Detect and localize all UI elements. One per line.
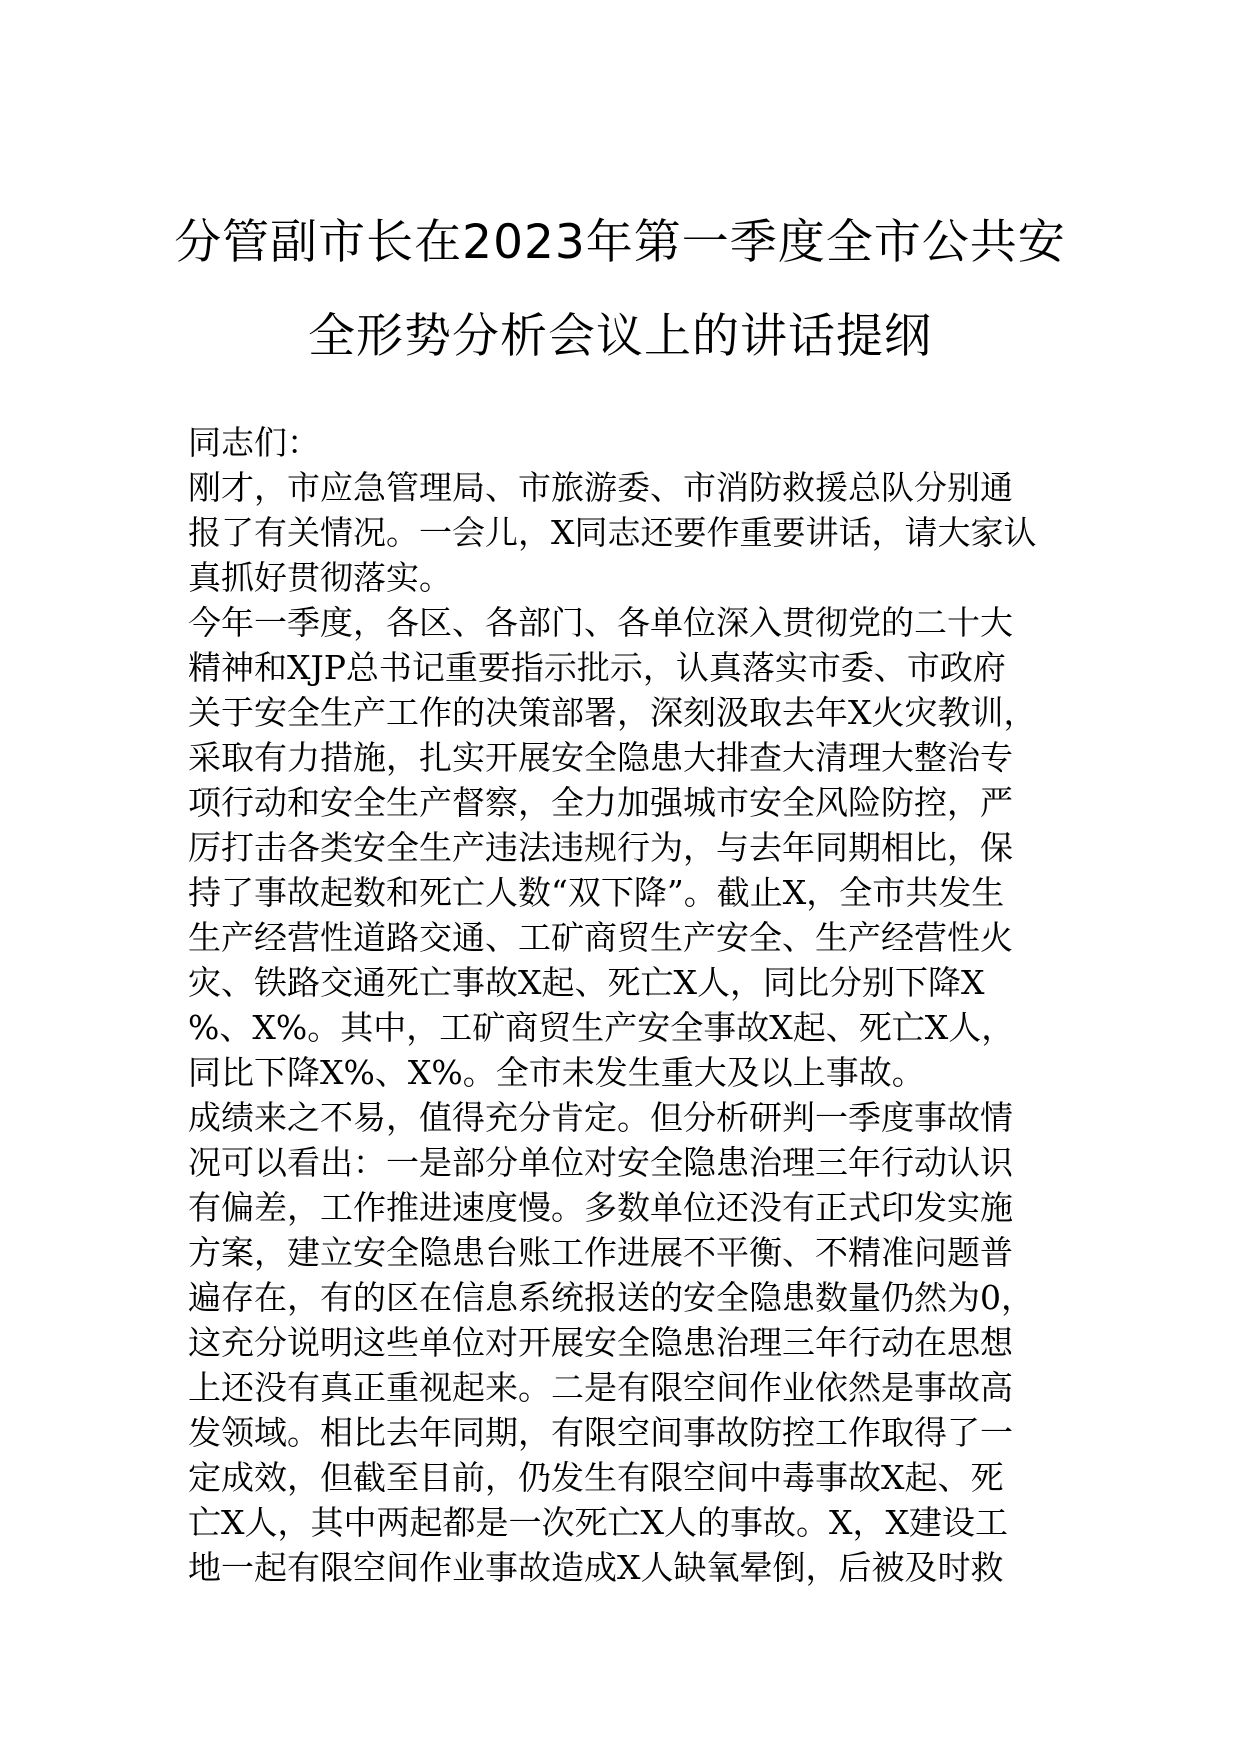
- text-line: 成绩来之不易，值得充分肯定。但分析研判一季度事故情: [188, 1098, 1013, 1137]
- text-line: 同比下降X%、X%。全市未发生重大及以上事故。: [188, 1053, 925, 1092]
- text-line: 遍存在，有的区在信息系统报送的安全隐患数量仍然为0，: [188, 1278, 1034, 1317]
- text-line: 亡X人，其中两起都是一次死亡X人的事故。X，X建设工: [188, 1503, 1008, 1542]
- text-line: 定成效，但截至目前，仍发生有限空间中毒事故X起、死: [188, 1458, 1004, 1497]
- text-line: 报了有关情况。一会儿，X同志还要作重要讲话，请大家认: [188, 513, 1037, 552]
- text-line: %、X%。其中，工矿商贸生产安全事故X起、死亡X人，: [188, 1008, 1015, 1047]
- text-line: 发领域。相比去年同期，有限空间事故防控工作取得了一: [188, 1413, 1013, 1452]
- paragraph-3: [188, 1095, 1088, 1590]
- text-line: 刚才，市应急管理局、市旅游委、市消防救援总队分别通: [188, 468, 1013, 507]
- text-line: 真抓好贯彻落实。: [188, 558, 452, 597]
- document-body: [188, 420, 1088, 1590]
- document-title: [150, 196, 1090, 384]
- text-line: 今年一季度，各区、各部门、各单位深入贯彻党的二十大: [188, 603, 1013, 642]
- text-line: 方案，建立安全隐患台账工作进展不平衡、不精准问题普: [188, 1233, 1013, 1272]
- text-line: 况可以看出：一是部分单位对安全隐患治理三年行动认识: [188, 1143, 1013, 1182]
- text-line: 厉打击各类安全生产违法违规行为，与去年同期相比，保: [188, 828, 1013, 867]
- text-line: 采取有力措施，扎实开展安全隐患大排查大清理大整治专: [188, 738, 1013, 777]
- text-line: 这充分说明这些单位对开展安全隐患治理三年行动在思想: [188, 1323, 1013, 1362]
- text-line: 项行动和安全生产督察，全力加强城市安全风险防控，严: [188, 783, 1013, 822]
- text-line: 上还没有真正重视起来。二是有限空间作业依然是事故高: [188, 1368, 1013, 1407]
- salutation: 同志们：: [188, 423, 320, 462]
- text-line: 关于安全生产工作的决策部署，深刻汲取去年X火灾教训，: [188, 693, 1037, 732]
- text-line: 生产经营性道路交通、工矿商贸生产安全、生产经营性火: [188, 918, 1013, 957]
- paragraph-1: [188, 465, 1088, 600]
- paragraph-2: [188, 600, 1088, 1095]
- text-line: 精神和XJP总书记重要指示批示，认真落实市委、市政府: [188, 648, 1006, 687]
- title-line: 全形势分析会议上的讲话提纲: [308, 309, 932, 364]
- text-line: 灾、铁路交通死亡事故X起、死亡X人，同比分别下降X: [188, 963, 985, 1002]
- text-line: 持了事故起数和死亡人数“双下降”。截止X，全市共发生: [188, 873, 1005, 912]
- text-line: 有偏差，工作推进速度慢。多数单位还没有正式印发实施: [188, 1188, 1013, 1227]
- title-line: 分管副市长在2023年第一季度全市公共安: [174, 215, 1066, 270]
- text-line: 地一起有限空间作业事故造成X人缺氧晕倒，后被及时救: [188, 1548, 1004, 1587]
